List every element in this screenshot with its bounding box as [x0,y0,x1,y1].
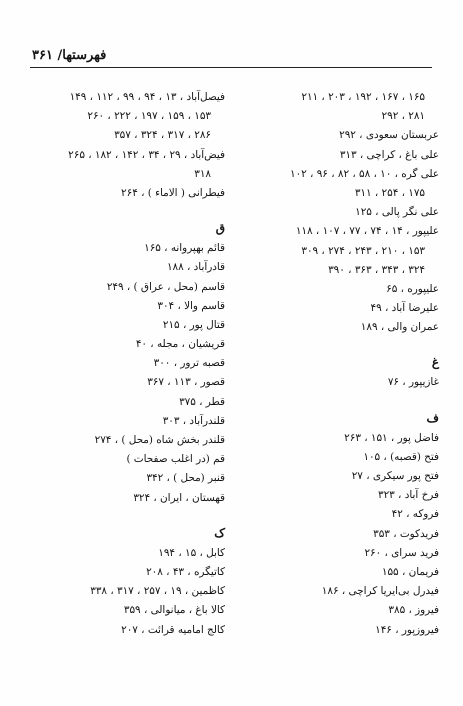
index-entry: علیپور ، ۱۴ ، ۷۴ ، ۷۷ ، ۱۰۷ ، ۱۱۸ [295,225,439,238]
index-entry-continuation: ۲۸۱ ، ۲۹۲ [381,110,425,123]
index-entry: فروکه ، ۴۲ [391,508,439,521]
index-entry: عمران والی ، ۱۸۹ [360,321,439,334]
index-entry: فریدکوت ، ۳۵۳ [373,527,439,540]
index-entry: فیروزپور ، ۱۴۶ [375,623,439,636]
index-entry: فتح (قصبه) ، ۱۰۵ [363,450,439,463]
index-entry: علی نگر پالی ، ۱۲۵ [355,206,439,219]
section-letter: ک [214,525,225,540]
page-title: فهرستها/ ۳۶۱ [32,48,107,63]
index-entry: قائم بهپروانه ، ۱۶۵ [144,242,225,255]
index-entry: فتح پور سیکری ، ۲۷ [351,470,439,482]
index-entry: کالا باغ ، میانوالی ، ۳۵۹ [123,604,225,617]
index-entry: قطر ، ۳۷۵ [179,395,225,408]
index-entry: قهستان ، ایران ، ۳۲۴ [133,491,225,504]
index-entry: قم (در اغلب صفحات ) [126,453,225,466]
index-entry: قاسم والا ، ۳۰۴ [157,299,225,312]
index-entry: فیطرانی ( الاماء ) ، ۲۶۴ [121,186,225,199]
page-header [30,47,432,68]
index-entry: قتال پور ، ۲۱۵ [162,318,225,331]
index-entry: کالج امامیه قرائت ، ۲۰۷ [121,623,225,636]
index-entry: فرید سرای ، ۲۶۰ [364,546,439,559]
index-entry: فرخ آباد ، ۳۲۳ [378,489,439,502]
index-entry: قادرآباد ، ۱۸۸ [166,261,225,274]
index-entry-continuation: ۱۶۵ ، ۱۶۷ ، ۱۹۲ ، ۲۰۳ ، ۲۱۱ [301,91,425,103]
index-entry: فاضل پور ، ۱۵۱ ، ۲۶۳ [344,431,439,444]
index-entry: فیض‌آباد ، ۲۹ ، ۳۴ ، ۱۴۲ ، ۱۸۲ ، ۲۶۵ [68,148,225,161]
section-letter: ق [215,221,225,236]
index-entry-continuation: ۱۵۳ ، ۲۱۰ ، ۲۴۳ ، ۲۷۴ ، ۳۰۹ [301,244,425,257]
index-entry: قصور ، ۱۱۳ ، ۳۶۷ [147,376,225,389]
index-entry: کاظمین ، ۱۹ ، ۲۵۷ ، ۳۱۷ ، ۳۳۸ [90,585,225,598]
index-entry: فریمان ، ۱۵۵ [381,565,439,578]
index-entry-continuation: ۳۲۴ ، ۳۴۳ ، ۳۶۳ ، ۳۹۰ [328,263,425,276]
index-entry: قاسم (محل ، عراق ) ، ۲۴۹ [106,280,225,293]
index-entry: غازیپور ، ۷۶ [387,376,439,389]
section-letter: ف [426,410,439,425]
index-entry: علیپوره ، ۶۵ [386,282,439,295]
index-entry: قنبر (محل ) ، ۳۴۲ [146,472,225,485]
section-spacer [239,337,439,351]
index-entry: قصبه ترور ، ۳۰۰ [153,357,225,370]
section-spacer [20,508,225,522]
index-entry: فیصل‌آباد ، ۱۳ ، ۹۴ ، ۹۹ ، ۱۱۲ ، ۱۴۹ [69,91,225,103]
index-entry: علی باغ ، کراچی ، ۳۱۳ [339,148,439,161]
index-entry: قریشیان ، مجله ، ۴۰ [135,338,225,351]
index-entry-continuation: ۳۱۸ [194,167,211,180]
index-entry: قلندر بخش شاه (محل ) ، ۲۷۴ [94,434,225,446]
index-entry: فیدرل بی‌ایریا کراچی ، ۱۸۶ [321,585,439,598]
index-entry: کابل ، ۱۵ ، ۱۹۴ [158,546,225,559]
section-letter: غ [431,355,439,370]
index-column-right [239,88,439,640]
index-entry-continuation: ۱۵۳ ، ۱۵۹ ، ۱۹۷ ، ۲۲۲ ، ۲۶۰ [87,110,211,123]
section-spacer [239,393,439,407]
index-entry: علیرضا آباد ، ۴۹ [370,302,439,315]
index-entry: عربستان سعودی ، ۲۹۲ [339,129,439,142]
index-entry: قلندرآباد ، ۳۰۳ [162,414,225,427]
index-entry-continuation: ۱۷۵ ، ۲۵۴ ، ۳۱۱ [354,186,425,199]
index-entry: علی گره ، ۱۰ ، ۵۸ ، ۸۲ ، ۹۶ ، ۱۰۲ [290,167,439,180]
section-spacer [20,203,225,217]
index-column-left [20,88,225,640]
index-entry: کاتیگره ، ۴۳ ، ۲۰۸ [146,565,225,578]
index-entry-continuation: ۲۸۶ ، ۳۱۷ ، ۳۲۴ ، ۳۵۷ [114,129,211,142]
index-entry: فیروز ، ۳۸۵ [388,604,439,617]
